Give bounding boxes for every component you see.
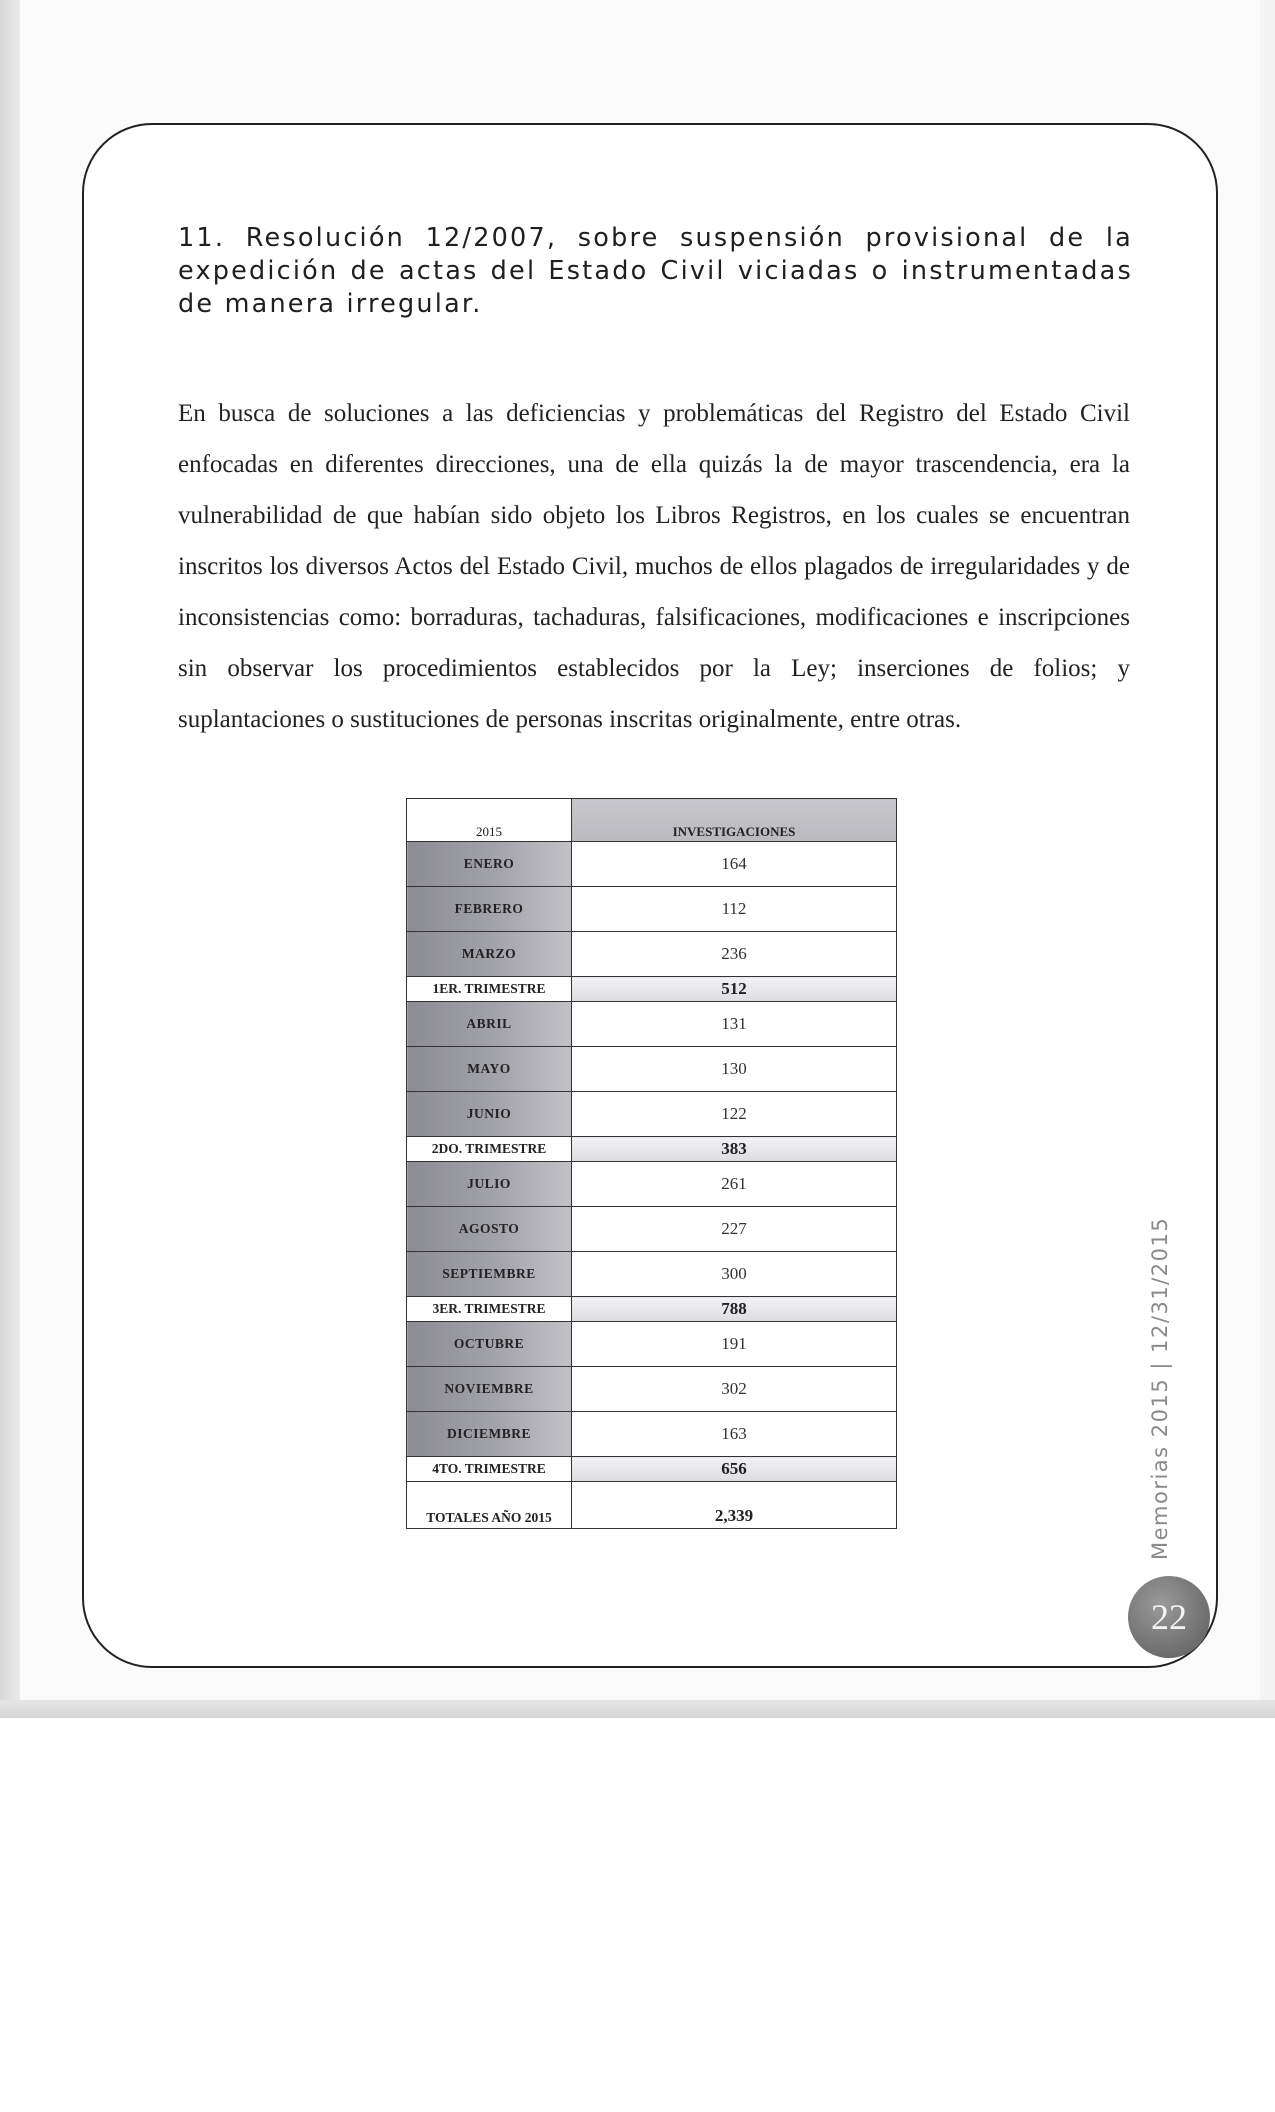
month-value: 261 bbox=[572, 1162, 897, 1207]
month-label: FEBRERO bbox=[407, 887, 572, 932]
month-label: AGOSTO bbox=[407, 1207, 572, 1252]
header-year: 2015 bbox=[407, 799, 572, 842]
month-value: 130 bbox=[572, 1047, 897, 1092]
month-row bbox=[407, 1002, 897, 1047]
total-row bbox=[407, 1482, 897, 1529]
scan-bottom-edge bbox=[0, 1700, 1275, 1718]
quarter-value: 656 bbox=[572, 1457, 897, 1482]
month-row bbox=[407, 1322, 897, 1367]
quarter-label: 1ER. TRIMESTRE bbox=[407, 977, 572, 1002]
month-label: NOVIEMBRE bbox=[407, 1367, 572, 1412]
total-label: TOTALES AÑO 2015 bbox=[407, 1482, 572, 1529]
month-value: 112 bbox=[572, 887, 897, 932]
quarter-row bbox=[407, 1457, 897, 1482]
month-label: MAYO bbox=[407, 1047, 572, 1092]
month-row bbox=[407, 1207, 897, 1252]
month-value: 122 bbox=[572, 1092, 897, 1137]
month-row bbox=[407, 1092, 897, 1137]
month-label: OCTUBRE bbox=[407, 1322, 572, 1367]
month-row bbox=[407, 887, 897, 932]
table-header-row bbox=[407, 799, 897, 842]
month-value: 191 bbox=[572, 1322, 897, 1367]
month-value: 236 bbox=[572, 932, 897, 977]
header-investigations: INVESTIGACIONES bbox=[572, 799, 897, 842]
month-value: 131 bbox=[572, 1002, 897, 1047]
investigations-table bbox=[406, 798, 897, 1529]
quarter-label: 4TO. TRIMESTRE bbox=[407, 1457, 572, 1482]
month-label: DICIEMBRE bbox=[407, 1412, 572, 1457]
total-value: 2,339 bbox=[572, 1482, 897, 1529]
quarter-label: 3ER. TRIMESTRE bbox=[407, 1297, 572, 1322]
scan-left-edge bbox=[0, 0, 22, 1718]
month-label: MARZO bbox=[407, 932, 572, 977]
month-label: JUNIO bbox=[407, 1092, 572, 1137]
month-value: 227 bbox=[572, 1207, 897, 1252]
quarter-label: 2DO. TRIMESTRE bbox=[407, 1137, 572, 1162]
month-value: 164 bbox=[572, 842, 897, 887]
month-row bbox=[407, 1162, 897, 1207]
quarter-value: 512 bbox=[572, 977, 897, 1002]
body-paragraph: En busca de soluciones a las deficiencias y problemáticas del Registro del Estado Civil enfocadas en diferentes direcciones, una de ella quizás la de mayor trascendencia, era la vulnerabilidad de que habían sido objeto los Libros Registros, en los cuales se encuentran inscritos los diversos Actos del Estado Civil, muchos de ellos plagados de irregularidades y de inconsistencias como: borraduras, tachaduras, falsificaciones, modificaciones e inscripciones sin observar los procedimientos establecidos por la Ley; inserciones de folios; y suplantaciones o sustituciones de personas inscritas originalmente, entre otras. bbox=[178, 400, 1130, 733]
quarter-row bbox=[407, 1137, 897, 1162]
month-label: SEPTIEMBRE bbox=[407, 1252, 572, 1297]
month-row bbox=[407, 1412, 897, 1457]
month-value: 163 bbox=[572, 1412, 897, 1457]
quarter-row bbox=[407, 977, 897, 1002]
month-label: JULIO bbox=[407, 1162, 572, 1207]
month-row bbox=[407, 1367, 897, 1412]
quarter-value: 383 bbox=[572, 1137, 897, 1162]
month-label: ABRIL bbox=[407, 1002, 572, 1047]
month-value: 302 bbox=[572, 1367, 897, 1412]
month-row bbox=[407, 1047, 897, 1092]
table-body bbox=[407, 842, 897, 1529]
side-caption: Memorias 2015 | 12/31/2015 bbox=[1148, 1216, 1172, 1560]
month-label: ENERO bbox=[407, 842, 572, 887]
quarter-value: 788 bbox=[572, 1297, 897, 1322]
page-number-badge: 22 bbox=[1128, 1576, 1210, 1658]
month-row bbox=[407, 842, 897, 887]
month-row bbox=[407, 932, 897, 977]
section-heading: 11. Resolución 12/2007, sobre suspensión provisional de la expedición de actas del Estado Civil viciadas o instrumentadas de manera irregular. bbox=[178, 223, 1133, 319]
quarter-row bbox=[407, 1297, 897, 1322]
month-value: 300 bbox=[572, 1252, 897, 1297]
month-row bbox=[407, 1252, 897, 1297]
